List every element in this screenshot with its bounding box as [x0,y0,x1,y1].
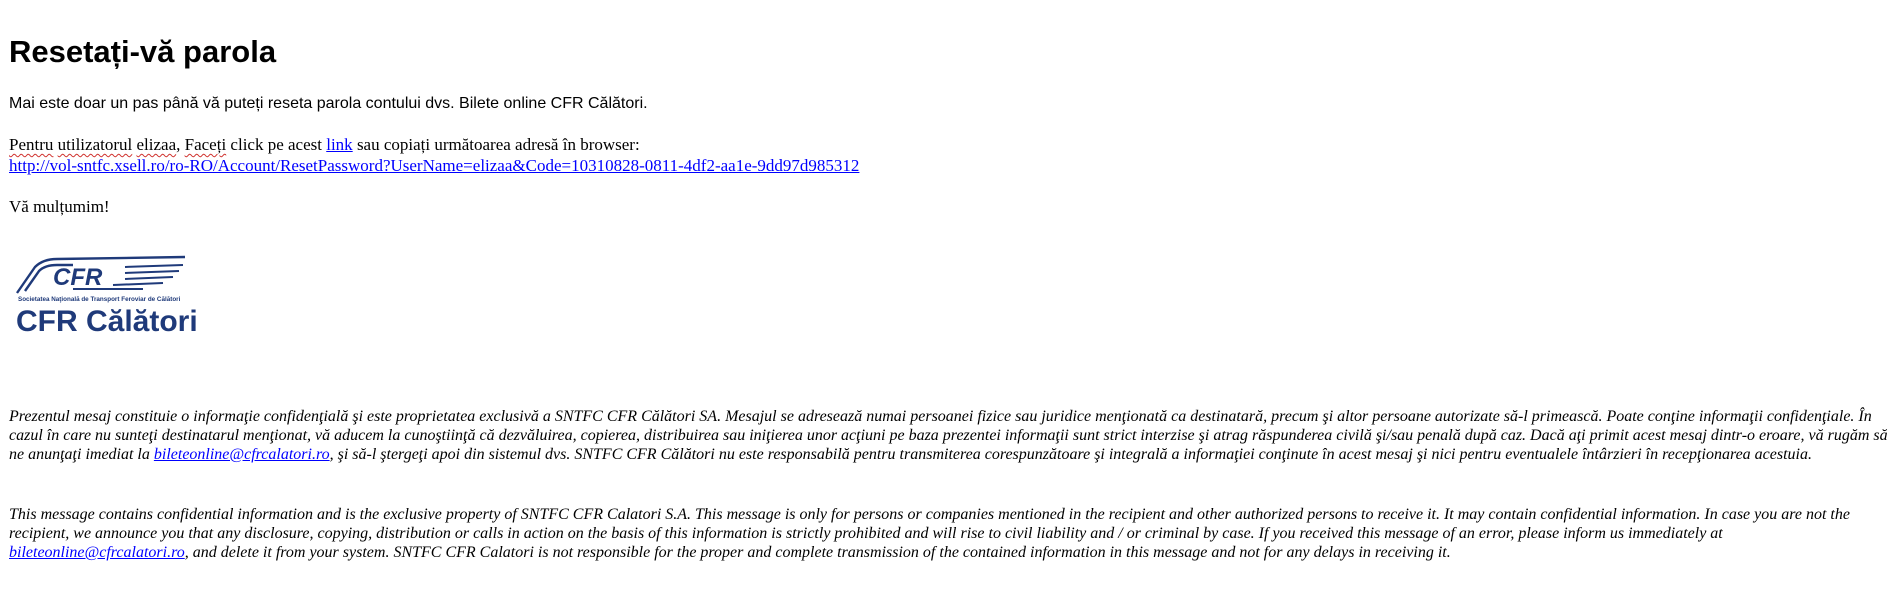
faceti-word: Faceți [184,135,227,154]
disclaimer-en-text-2: , and delete it from your system. SNTFC CFR Calatori is not responsible for the proper and complete transmission of the contained information in this message and not for any delays in receiving it. [184,544,1451,561]
user-line [9,135,640,155]
disclaimer-en-email-link[interactable]: bileteonline@cfrcalatori.ro [9,544,185,561]
user-middle-text: click pe acest [226,135,327,154]
user-suffix-text: sau copiați următoarea adresă în browser: [352,135,640,154]
disclaimer-ro-text-2: , şi să-l ştergeţi apoi din sistemul dvs. SNTFC CFR Călători nu este responsabilă pentru transmiterea corespunzătoare şi integrală a informaţiei conţinute în acest mesaj şi nici pentru eventualele întârzieri în recepţionarea acestuia. [329,446,1812,463]
disclaimer-ro-email-link[interactable]: bileteonline@cfrcalatori.ro [153,446,330,463]
logo-tagline: Societatea Naţională de Transport Feroviar de Călători [18,296,181,303]
user-prefix: Pentru [9,135,54,154]
disclaimer-romanian [9,407,1889,464]
disclaimer-english [9,505,1889,562]
logo-brand-name: CFR Călători [16,305,198,337]
user-comma: , [176,135,181,154]
thanks-text: Vă mulțumim! [9,197,110,216]
cfr-train-logo-icon [13,245,227,337]
logo-emblem-text: CFR [53,264,103,291]
cfr-calatori-logo [13,245,227,337]
page-title: Resetați-vă parola [9,34,277,69]
user-word: utilizatorul [57,135,133,154]
disclaimer-en-text-1: This message contains confidential information and is the exclusive property of SNTFC CFR Calatori S.A. This message is only for persons or companies mentioned in the recipient and other authorized persons to receive it. It may contain confidential information. In case you are not the recipient, we announce you that any disclosure, copying, distribution or calls in action on the basis of this information is strictly prohibited and will rise to civil liability and / or criminal by case. If you received this message of an error, please inform us immediately at [9,506,1850,542]
reset-link[interactable]: link [326,135,353,154]
username: elizaa [136,135,177,154]
reset-url-link[interactable]: http://vol-sntfc.xsell.ro/ro-RO/Account/ResetPassword?UserName=elizaa&Code=10310828-0811-4df2-aa1e-9dd97d985312 [9,156,860,175]
disclaimer-ro-text-1: Prezentul mesaj constituie o informaţie confidenţială şi este proprietatea exclusivă a SNTFC CFR Călători SA. Mesajul se adresează numai persoanei fizice sau juridice menţionată ca destinatară, precum şi altor persoane autorizate să-l primească. Poate conţine informaţii confidenţiale. În cazul în care nu sunteţi destinatarul menţionat, vă aducem la cunoştiinţă că dezvăluirea, copierea, distribuirea sau iniţierea unor acţiuni pe baza prezentei informaţii sunt strict interzise şi atrag răspunderea civilă şi/sau penală după caz. Dacă aţi primit acest mesaj dintr-o eroare, vă rugăm să ne anunţaţi imediat la [9,408,1888,463]
reset-url-line [9,156,859,176]
intro-text: Mai este doar un pas până vă puteți reseta parola contului dvs. Bilete online CFR Călători. [9,95,648,112]
